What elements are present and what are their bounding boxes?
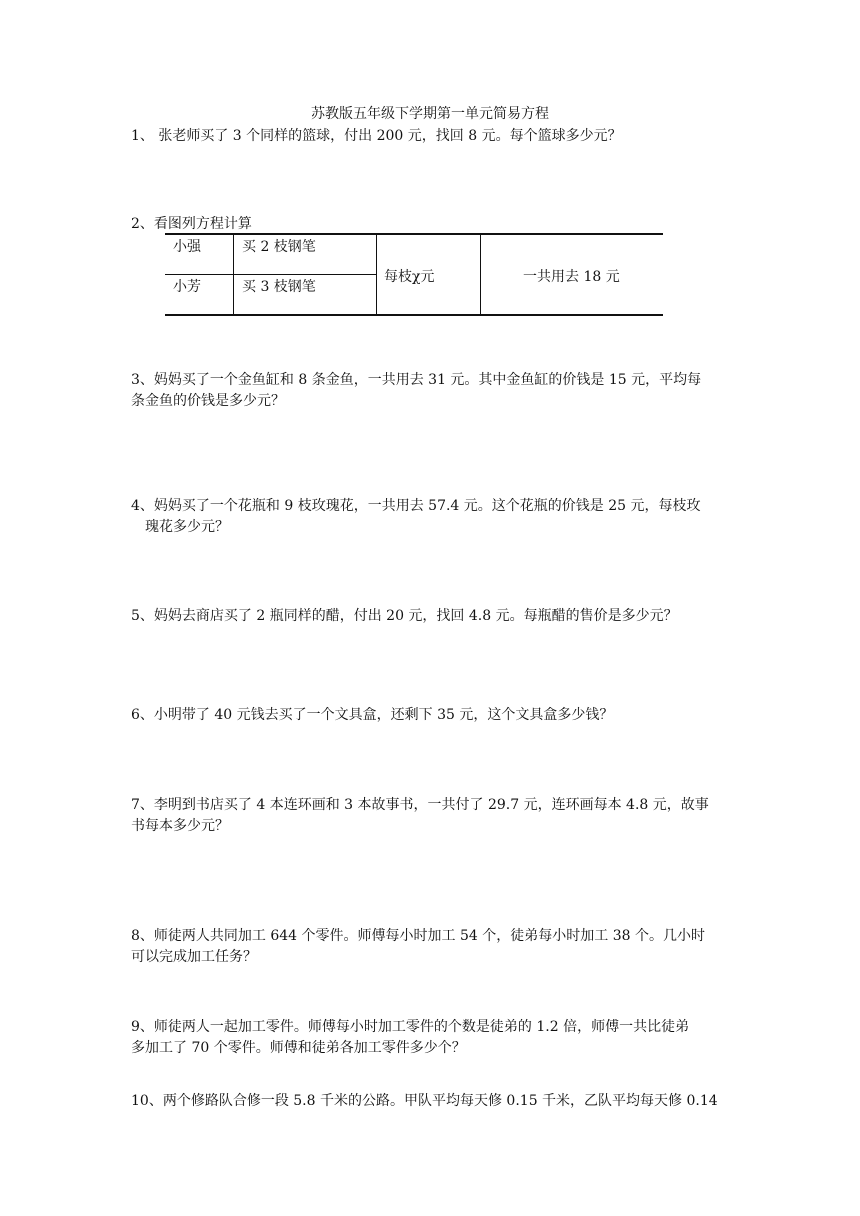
question-4-line1: 4、妈妈买了一个花瓶和 9 枝玫瑰花，一共用去 57.4 元。这个花瓶的价钱是 25 元，每枝玫: [131, 498, 701, 514]
table-row2-name: 小芳: [173, 279, 201, 295]
question-4: [131, 496, 735, 538]
question-7-line1: 7、李明到书店买了 4 本连环画和 3 本故事书，一共付了 29.7 元，连环画每本 4.8 元，故事: [131, 797, 709, 813]
question-3-line2: 条金鱼的价钱是多少元？: [131, 393, 285, 409]
table-row2-item: 买 3 枝钢笔: [242, 279, 316, 295]
question-3: [131, 370, 735, 412]
table-row-divider: [165, 274, 377, 275]
question-8-line1: 8、师徒两人共同加工 644 个零件。师傅每小时加工 54 个，徒弟每小时加工 38 个。几小时: [131, 928, 705, 944]
question-6: 6、小明带了 40 元钱去买了一个文具盒，还剩下 35 元，这个文具盒多少钱？: [131, 707, 614, 723]
question-9-line2: 多加工了 70 个零件。师傅和徒弟各加工零件多少个？: [131, 1040, 466, 1056]
question-7: [131, 795, 735, 837]
question-5: 5、妈妈去商店买了 2 瓶同样的醋，付出 20 元，找回 4.8 元。每瓶醋的售价是多少元？: [131, 608, 678, 624]
question-10: 10、两个修路队合修一段 5.8 千米的公路。甲队平均每天修 0.15 千米，乙队平均每天修 0.14: [131, 1093, 718, 1109]
question-7-line2: 书每本多少元？: [131, 818, 229, 834]
question-2: 2、看图列方程计算: [131, 216, 252, 232]
question-8: [131, 926, 735, 968]
question-3-line1: 3、妈妈买了一个金鱼缸和 8 条金鱼，一共用去 31 元。其中金鱼缸的价钱是 15 元，平均每: [131, 372, 702, 388]
table-row1-item: 买 2 枝钢笔: [242, 239, 316, 255]
table-divider: [480, 235, 481, 314]
question-9: [131, 1017, 735, 1059]
table-total-cell: 一共用去 18 元: [523, 269, 620, 285]
table-price-cell: 每枝χ元: [384, 269, 435, 285]
question-8-line2: 可以完成加工任务？: [131, 949, 257, 965]
question-1: 1、 张老师买了 3 个同样的篮球，付出 200 元，找回 8 元。每个篮球多少元？: [131, 128, 622, 144]
question-2-table: [165, 233, 663, 316]
table-row1-name: 小强: [173, 239, 201, 255]
question-4-line2: 瑰花多少元？: [145, 519, 229, 535]
page-title: 苏教版五年级下学期第一单元简易方程: [311, 106, 549, 122]
question-9-line1: 9、师徒两人一起加工零件。师傅每小时加工零件的个数是徒弟的 1.2 倍，师傅一共比徒弟: [131, 1019, 690, 1035]
